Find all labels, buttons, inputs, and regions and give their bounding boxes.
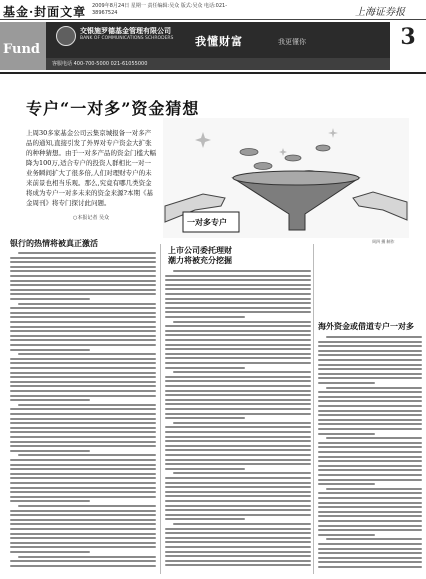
body-text-line <box>10 275 156 277</box>
body-text-line <box>318 451 422 453</box>
body-text-line <box>318 469 422 471</box>
byline: ○本报记者 吴众 <box>73 215 109 221</box>
body-text-line <box>318 400 422 402</box>
body-text-line <box>10 280 156 282</box>
header-rule <box>0 19 426 20</box>
body-text-line <box>165 500 311 502</box>
lead-text: 上周30多家基金公司云集京城报备一对多产品的通知,直接引发了外界对专户资金大扩张的种种猜想。由于一对多产品的资金门槛大幅降为100万,适合专户的投资人群相比一对一业务瞬间扩大了很多倍,人们对理财专户的未来前景也相当乐观。那么,究竟有哪几类资金将成为专户一对多未来的资金来源?本期《基金周刊》将专门探讨此问题。 <box>26 129 156 207</box>
body-text-line <box>165 302 311 304</box>
sponsor-name: 交银施罗德基金管理有限公司 <box>80 27 171 35</box>
body-text-line <box>165 560 311 562</box>
body-text-line <box>318 502 422 504</box>
body-text-line <box>165 334 311 336</box>
body-text-line <box>165 288 311 290</box>
body-text-line <box>10 289 156 291</box>
body-text-line <box>165 399 311 401</box>
body-text-line <box>10 358 156 360</box>
body-text-line <box>165 298 311 300</box>
body-text-line <box>10 533 156 535</box>
body-text-line <box>318 354 422 356</box>
body-text-line <box>318 525 422 527</box>
body-text-line <box>165 551 311 553</box>
body-text-line <box>165 316 245 318</box>
section-brand: 基金·封面文章 <box>3 5 87 19</box>
body-text-line <box>10 307 156 309</box>
body-text-line <box>318 557 422 559</box>
body-text-line <box>10 316 156 318</box>
body-column-3 <box>318 336 422 574</box>
body-text-line <box>10 395 156 397</box>
body-text-line <box>10 436 156 438</box>
body-text-line <box>318 460 422 462</box>
sponsor-english-name: BANK OF COMMUNICATIONS SCHRODERS <box>80 36 174 41</box>
body-text-line <box>165 440 311 442</box>
body-text-line <box>165 385 311 387</box>
body-text-line <box>165 537 311 539</box>
body-text-line <box>165 463 311 465</box>
body-column-1 <box>10 252 156 574</box>
body-text-line <box>10 270 156 272</box>
body-text-line <box>10 500 90 502</box>
body-text-line <box>10 339 156 341</box>
body-text-line <box>165 348 311 350</box>
body-text-line <box>165 495 311 497</box>
body-text-line <box>165 311 311 313</box>
body-text-line <box>10 376 156 378</box>
body-text-line <box>10 298 90 300</box>
body-text-line <box>318 492 422 494</box>
body-text-line <box>165 528 311 530</box>
body-text-line <box>18 505 156 507</box>
body-text-line <box>165 417 245 419</box>
body-text-line <box>318 483 375 485</box>
body-text-line <box>318 419 422 421</box>
body-text-line <box>318 377 422 379</box>
body-text-line <box>10 321 156 323</box>
dateline: 2009年8月24日 星期一 责任编辑:吴众 版式:吴众 电话:021-38967524 <box>92 3 228 16</box>
body-text-line <box>318 446 422 448</box>
body-text-line <box>165 436 311 438</box>
body-text-line <box>10 385 156 387</box>
body-text-line <box>18 303 156 305</box>
column-divider <box>160 244 161 574</box>
body-text-line <box>10 510 156 512</box>
body-text-line <box>165 362 311 364</box>
body-text-line <box>10 459 156 461</box>
body-text-line <box>10 261 156 263</box>
body-text-line <box>165 491 311 493</box>
body-text-line <box>10 344 156 346</box>
body-text-line <box>318 548 422 550</box>
body-text-line <box>10 408 156 410</box>
body-text-line <box>10 293 156 295</box>
body-text-line <box>10 565 156 567</box>
body-text-line <box>165 344 311 346</box>
body-text-line <box>318 442 422 444</box>
body-text-line <box>326 437 422 439</box>
body-text-line <box>326 538 422 540</box>
body-text-line <box>318 506 422 508</box>
body-text-line <box>326 488 422 490</box>
body-text-line <box>165 367 245 369</box>
body-text-line <box>318 543 422 545</box>
body-text-line <box>318 345 422 347</box>
body-text-line <box>318 391 422 393</box>
body-text-line <box>318 350 422 352</box>
body-text-line <box>318 368 422 370</box>
body-text-line <box>10 349 90 351</box>
body-text-line <box>10 551 90 553</box>
funnel-icon <box>233 171 359 230</box>
article-headline: 专户“一对多”资金猜想 <box>26 99 200 118</box>
sparkles <box>195 128 338 156</box>
body-text-line <box>10 284 156 286</box>
body-text-line <box>10 473 156 475</box>
body-text-line <box>318 414 422 416</box>
body-text-line <box>10 450 90 452</box>
body-text-line <box>10 330 156 332</box>
body-text-line <box>318 552 422 554</box>
body-text-line <box>18 556 156 558</box>
body-text-line <box>165 380 311 382</box>
body-text-line <box>165 509 311 511</box>
body-text-line <box>165 477 311 479</box>
body-text-line <box>10 537 156 539</box>
body-text-line <box>10 335 156 337</box>
body-text-line <box>10 542 156 544</box>
body-text-line <box>165 541 311 543</box>
body-text-line <box>165 330 311 332</box>
body-text-line <box>165 357 311 359</box>
body-text-line <box>165 505 311 507</box>
body-text-line <box>165 532 311 534</box>
body-text-line <box>165 555 311 557</box>
body-text-line <box>173 523 311 525</box>
body-text-line <box>165 353 311 355</box>
sponsor-hotline: 客服电话 400-700-5000 021-61055000 <box>52 61 148 67</box>
body-text-line <box>165 459 311 461</box>
body-text-line <box>318 433 375 435</box>
body-text-line <box>10 266 156 268</box>
body-text-line <box>318 396 422 398</box>
body-text-line <box>10 257 156 259</box>
body-text-line <box>173 472 311 474</box>
subhead-banks: 银行的热情将被真正激活 <box>10 239 98 248</box>
body-text-line <box>165 394 311 396</box>
body-text-line <box>18 404 156 406</box>
body-text-line <box>165 454 311 456</box>
body-text-line <box>10 418 156 420</box>
section-label: Fund <box>3 42 40 57</box>
body-text-line <box>18 353 156 355</box>
body-text-line <box>318 520 422 522</box>
body-text-line <box>173 371 311 373</box>
body-text-line <box>318 566 422 568</box>
body-text-line <box>318 428 422 430</box>
body-text-line <box>165 546 311 548</box>
body-text-line <box>18 252 156 254</box>
subhead-overseas-capital: 海外资金或借道专户一对多 <box>318 322 414 331</box>
body-text-line <box>318 474 422 476</box>
body-text-line <box>10 482 156 484</box>
body-text-line <box>318 479 422 481</box>
body-text-line <box>10 362 156 364</box>
body-text-line <box>10 422 156 424</box>
body-text-line <box>10 468 156 470</box>
body-text-line <box>10 390 156 392</box>
body-text-line <box>10 546 156 548</box>
body-text-line <box>318 373 422 375</box>
body-text-line <box>165 325 311 327</box>
body-text-line <box>165 376 311 378</box>
body-text-line <box>165 307 311 309</box>
body-text-line <box>318 405 422 407</box>
body-text-line <box>10 528 156 530</box>
body-text-line <box>165 293 311 295</box>
body-text-line <box>165 486 311 488</box>
subhead-listed-companies: 上市公司委托理财 潮力将被充分挖掘 <box>168 246 232 265</box>
body-text-line <box>10 431 156 433</box>
article-illustration <box>163 118 409 238</box>
body-text-line <box>10 514 156 516</box>
body-text-line <box>10 367 156 369</box>
body-text-line <box>165 275 311 277</box>
body-text-line <box>165 445 311 447</box>
body-text-line <box>318 529 422 531</box>
masthead <box>0 0 426 18</box>
body-text-line <box>10 496 156 498</box>
body-text-line <box>318 534 375 536</box>
body-text-line <box>173 422 311 424</box>
body-text-line <box>173 270 311 272</box>
body-text-line <box>165 431 311 433</box>
body-text-line <box>10 413 156 415</box>
body-text-line <box>165 514 311 516</box>
body-text-line <box>318 456 422 458</box>
body-text-line <box>165 408 311 410</box>
body-text-line <box>318 423 422 425</box>
body-text-line <box>318 561 422 563</box>
body-text-line <box>10 381 156 383</box>
body-column-2 <box>165 270 311 574</box>
body-text-line <box>165 403 311 405</box>
body-text-line <box>165 413 311 415</box>
sponsor-slogan: 我懂财富 <box>195 35 243 48</box>
column-divider <box>313 244 314 574</box>
page-number: 3 <box>400 24 416 50</box>
body-text-line <box>165 426 311 428</box>
photo-credit: 周四 摄 制作 <box>372 239 395 244</box>
body-text-line <box>10 487 156 489</box>
body-text-line <box>10 372 156 374</box>
body-text-line <box>10 464 156 466</box>
body-text-line <box>10 491 156 493</box>
body-text-line <box>318 410 422 412</box>
body-text-line <box>10 445 156 447</box>
body-text-line <box>165 339 311 341</box>
body-text-line <box>10 441 156 443</box>
illustration-label: 一对多专户 <box>187 218 227 227</box>
body-text-line <box>10 519 156 521</box>
body-text-line <box>18 454 156 456</box>
body-text-line <box>10 560 156 562</box>
article-lead <box>26 128 156 221</box>
body-text-line <box>10 399 90 401</box>
body-text-line <box>165 468 245 470</box>
masthead-rule <box>0 72 426 74</box>
body-text-line <box>10 523 156 525</box>
body-text-line <box>318 465 422 467</box>
sponsor-logo-icon <box>56 26 76 46</box>
body-text-line <box>10 477 156 479</box>
body-text-line <box>318 359 422 361</box>
body-text-line <box>326 387 422 389</box>
body-text-line <box>165 564 311 566</box>
body-text-line <box>173 321 311 323</box>
body-text-line <box>318 511 422 513</box>
body-text-line <box>165 279 311 281</box>
body-text-line <box>165 390 311 392</box>
body-text-line <box>10 427 156 429</box>
body-text-line <box>10 326 156 328</box>
sponsor-slogan-2: 我更懂你 <box>278 38 306 46</box>
body-text-line <box>165 482 311 484</box>
body-text-line <box>165 449 311 451</box>
body-text-line <box>165 518 245 520</box>
body-text-line <box>318 515 422 517</box>
body-text-line <box>326 336 422 338</box>
body-text-line <box>318 497 422 499</box>
body-text-line <box>318 382 375 384</box>
body-text-line <box>10 312 156 314</box>
body-text-line <box>318 341 422 343</box>
body-text-line <box>318 364 422 366</box>
body-text-line <box>165 284 311 286</box>
paper-logo: 上海证券报 <box>355 7 405 18</box>
